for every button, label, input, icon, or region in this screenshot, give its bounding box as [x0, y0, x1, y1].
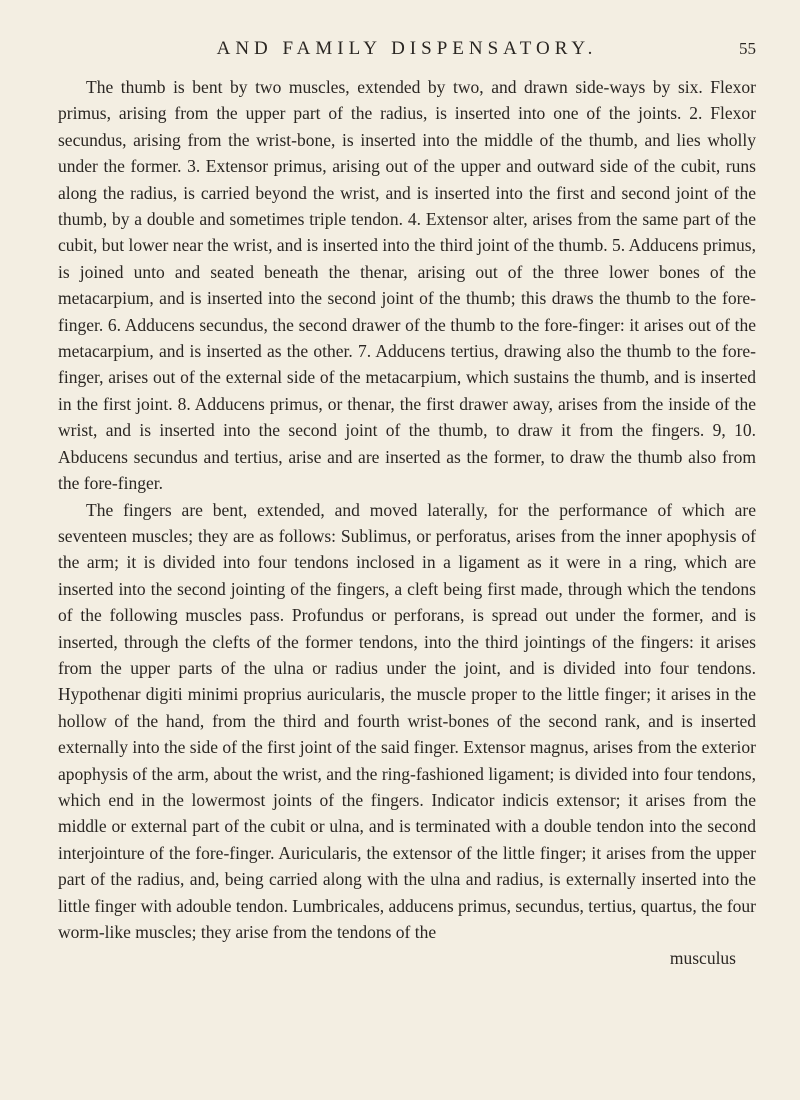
paragraph-finger-muscles: The fingers are bent, extended, and moved laterally, for the performance of which are seventeen muscles; they are as follows: Sublimus, or perforatus, arises from the inner apophysis of the arm; it is divided into four tendons inclosed in a ligament as it were in a ring, which are inserted into the second jointing of the fingers, a cleft being first made, through which the tendons of the following muscles pass. Profundus or perforans, is spread out under the former, and is inserted, through the clefts of the former tendons, into the third jointings of the fingers: it arises from the upper parts of the ulna or radius under the joint, and is divided into four tendons. Hypothenar digiti minimi proprius auricularis, the muscle proper to the little finger; it arises in the hollow of the hand, from the third and fourth wrist-bones of the second rank, and is inserted externally into the side of the first joint of the said finger. Extensor magnus, arises from the exterior apophysis of the arm, about the wrist, and the ring-fashioned ligament; is divided into four tendons, which end in the lowermost joints of the fingers. Indicator indicis extensor; it arises from the middle or external part of the cubit or ulna, and is terminated with a double tendon into the second interjointure of the fore-finger. Auricularis, the extensor of the little finger; it arises from the upper part of the radius, and, being carried along with the ulna and radius, is externally inserted into the little finger with adouble tendon. Lumbricales, adducens primus, secundus, tertius, quartus, the four worm-like muscles; they arise from the tendons of the [58, 499, 756, 942]
page-header [58, 38, 756, 72]
catch-word: musculus [669, 948, 736, 969]
paragraph-thumb-muscles: The thumb is bent by two muscles, extended by two, and drawn side-ways by six. Flexor primus, arising from the upper part of the radius, is inserted into one of the joints. 2. Flexor secundus, arising from the wrist-bone, is inserted into the middle of the thumb, and lies wholly under the former. 3. Extensor primus, arising out of the upper and outward side of the cubit, runs along the radius, is carried beyond the wrist, and is inserted into the first and second joint of the thumb, by a double and sometimes triple tendon. 4. Extensor alter, arises from the same part of the cubit, but lower near the wrist, and is inserted into the third joint of the thumb. 5. Adducens primus, is joined unto and seated beneath the thenar, arising out of the three lower bones of the metacarpium, and is inserted into the second joint of the thumb; this draws the thumb to the fore-finger. 6. Adducens secundus, the second drawer of the thumb to the fore-finger: it arises out of the metacarpium, and is inserted as the other. 7. Adducens tertius, drawing also the thumb to the fore-finger, arises out of the external side of the metacarpium, which sustains the thumb, and is inserted in the first joint. 8. Adducens primus, or thenar, the first drawer away, arises from the inside of the wrist, and is inserted into the second joint of the thumb, to draw it from the fingers. 9, 10. Abducens secundus and tertius, arise and are inserted as the former, to draw the thumb also from the fore-finger. [58, 77, 756, 494]
running-head: AND FAMILY DISPENSATORY. [216, 38, 598, 59]
body-text [58, 74, 756, 945]
page-number: 55 [739, 39, 756, 58]
